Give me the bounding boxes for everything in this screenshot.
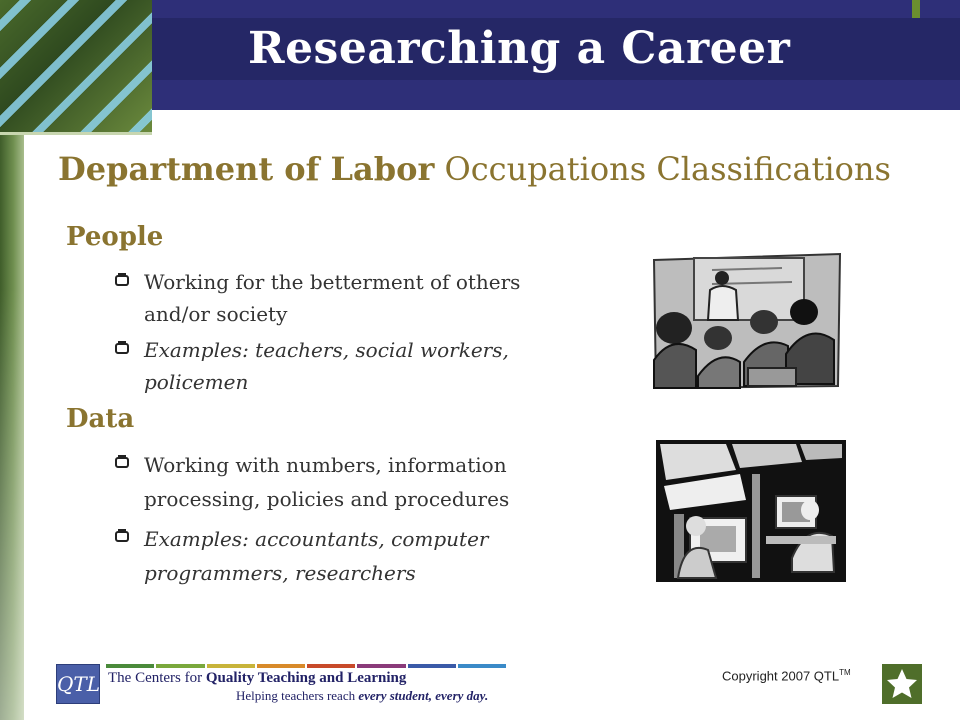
copyright-text: [722, 668, 851, 683]
bullet-icon: [114, 272, 130, 288]
bullet-text: [144, 266, 520, 330]
section-title-rest: Occupations Classifications: [444, 150, 891, 188]
bullet-line: policemen: [144, 370, 249, 394]
group-heading-data: Data: [66, 404, 135, 434]
list-item: [114, 334, 594, 398]
bullet-text: [144, 522, 488, 590]
bullet-line: processing, policies and procedures: [144, 487, 510, 511]
section-title-bold: Department of Labor: [58, 150, 435, 188]
star-icon: [882, 664, 922, 704]
logo-org-bold: Quality Teaching and Learning: [205, 670, 407, 686]
bullet-icon: [114, 454, 130, 470]
bullet-line: Working for the betterment of others: [144, 270, 521, 294]
logo-tagline: [236, 688, 488, 704]
copyright-label: Copyright 2007 QTL: [722, 668, 840, 684]
trademark-mark: TM: [839, 668, 851, 677]
bullet-line: programmers, researchers: [144, 561, 416, 585]
logo-org-name: [108, 670, 406, 687]
classroom-clipart: [652, 250, 844, 390]
title-box: [152, 18, 960, 80]
list-item: [114, 448, 594, 516]
qtl-logo-mark: QTL: [56, 664, 100, 704]
cables-corner-image: [0, 0, 152, 135]
logo-tagline-prefix: Helping teachers reach: [236, 688, 359, 703]
list-item: [114, 266, 594, 330]
bullet-icon: [114, 528, 130, 544]
bullet-text: [144, 448, 509, 516]
office-cubicle-clipart: [656, 440, 846, 582]
bullet-line: Working with numbers, information: [144, 453, 507, 477]
bullet-text: [144, 334, 509, 398]
logo-color-bars: [106, 664, 508, 668]
list-item: [114, 522, 594, 590]
bullet-icon: [114, 340, 130, 356]
bullet-line: Examples: accountants, computer: [144, 527, 489, 551]
star-icon-glyph: [882, 664, 922, 704]
section-title: [58, 150, 891, 188]
logo-org-prefix: The Centers for: [108, 670, 206, 686]
logo-tagline-bold: every student, every day.: [358, 688, 489, 703]
qtl-footer-logo: [56, 664, 512, 704]
slide-title: Researching a Career: [248, 23, 791, 74]
group-heading-people: People: [66, 222, 164, 252]
bullet-line: Examples: teachers, social workers,: [144, 338, 509, 362]
bullet-line: and/or society: [144, 302, 288, 326]
